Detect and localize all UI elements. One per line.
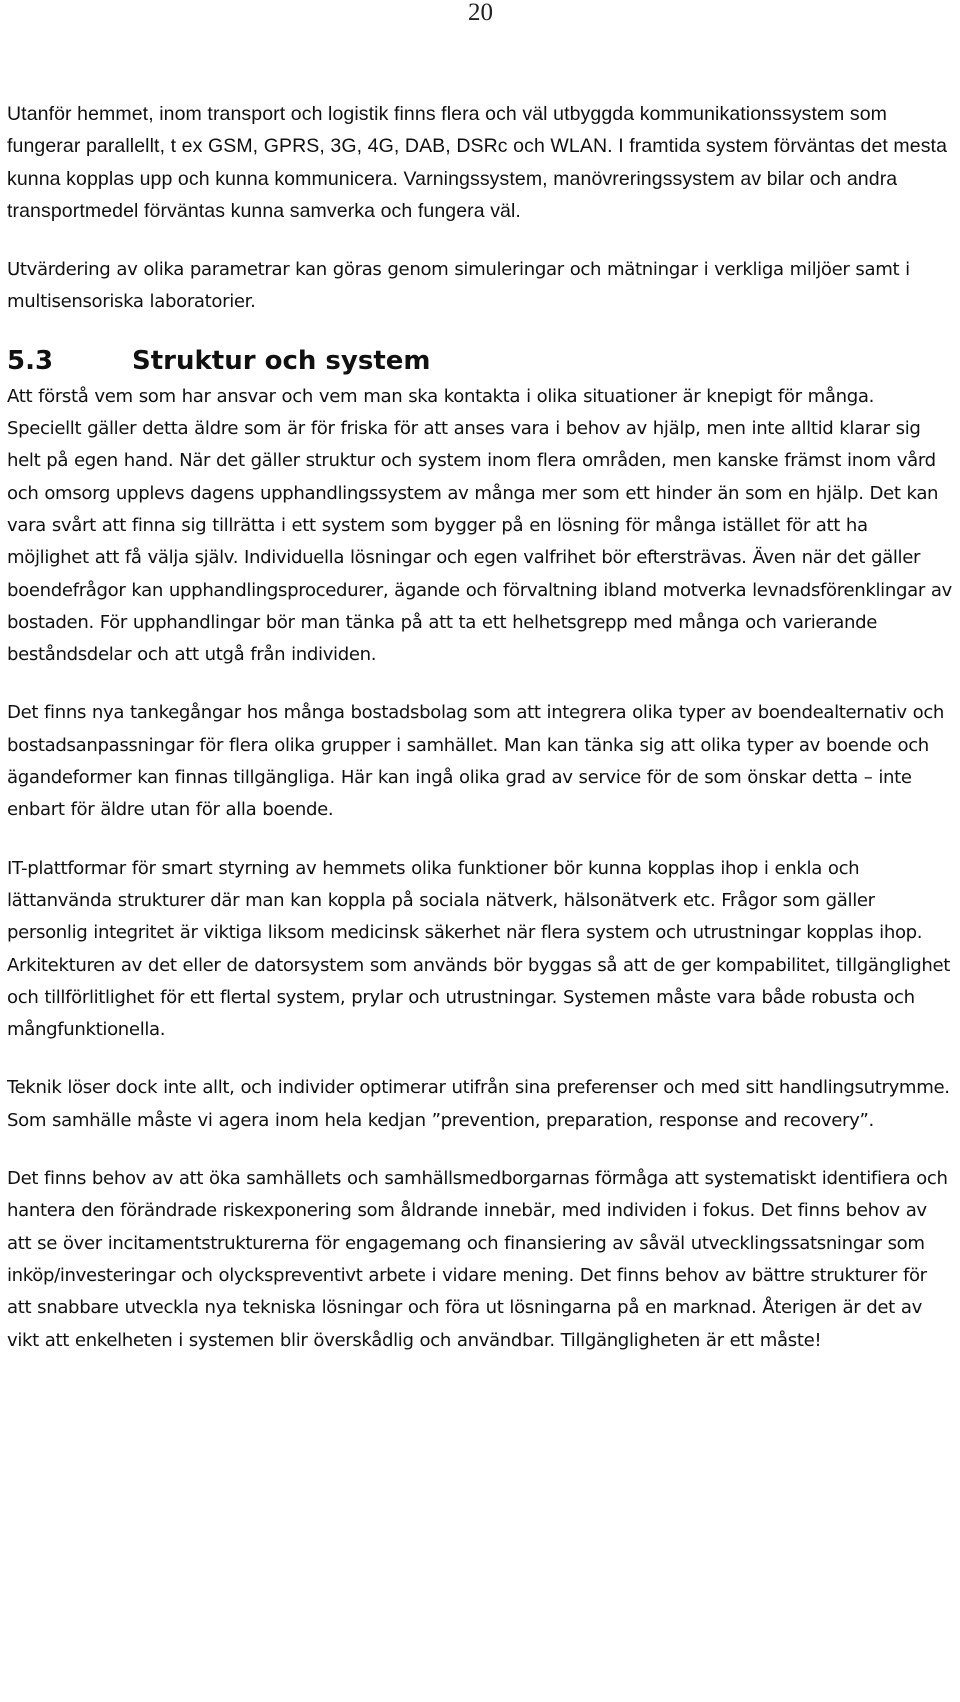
page-number: 20 — [468, 0, 493, 26]
body-paragraph: Teknik löser dock inte allt, och individer optimerar utifrån sina preferenser och med sitt handlingsutrymme. Som samhälle måste vi agera inom hela kedjan ”prevention, preparation, response and recovery”. — [7, 1077, 950, 1131]
body-paragraph: IT-plattformar för smart styrning av hemmets olika funktioner bör kunna kopplas ihop i enkla och lättanvända strukturer där man kan koppla på sociala nätverk, hälsonätverk etc. Frågor som gäller personlig integritet är viktiga liksom medicinsk säkerhet när flera system och utrustningar kopplas ihop. Arkitekturen av det eller de datorsystem som används bör byggas så att de ger kompabilitet, tillgänglighet och tillförlitlighet för ett flertal system, prylar och utrustningar. Systemen måste vara både robusta och mångfunktionella. — [7, 857, 951, 1041]
page-content — [7, 98, 952, 1383]
body-paragraph: Det finns nya tankegångar hos många bostadsbolag som att integrera olika typer av boendealternativ och bostadsanpassningar för flera olika grupper i samhället. Man kan tänka sig att olika typer av boende och ägandeformer kan finnas tillgängliga. Här kan ingå olika grad av service för de som önskar detta – inte enbart för äldre utan för alla boende. — [7, 702, 945, 821]
evaluation-paragraph: Utvärdering av olika parametrar kan göras genom simuleringar och mätningar i verkliga miljöer samt i multisensoriska laboratorier. — [7, 259, 910, 313]
body-paragraph: Att förstå vem som har ansvar och vem man ska kontakta i olika situationer är knepigt för många. Speciellt gäller detta äldre som är för friska för att anses vara i behov av hjälp, men inte alltid klarar sig helt på egen hand. När det gäller struktur och system inom flera områden, men kanske främst inom vård och omsorg upplevs dagens upphandlingssystem av många mer som ett hinder än som en hjälp. Det kan vara svårt att finna sig tillrätta i ett system som bygger på en lösning för många istället för att ha möjlighet att få välja själv. Individuella lösningar och egen valfrihet bör eftersträvas. Även när det gäller boendefrågor kan upphandlingsprocedurer, ägande och förvaltning ibland motverka levnadsförenklingar av bostaden. För upphandlingar bör man tänka på att ta ett helhetsgrepp med många och varierande beståndsdelar och att utgå från individen. — [7, 385, 952, 666]
section-heading — [7, 345, 952, 377]
section-number: 5.3 — [7, 345, 54, 376]
body-paragraph: Det finns behov av att öka samhällets och samhällsmedborgarnas förmåga att systematiskt identifiera och hantera den förändrade riskexponering som åldrande innebär, med individen i fokus. Det finns behov av att se över incitamentstrukturerna för engagemang och finansiering av såväl utvecklingssatsningar som inköp/investeringar och olyckspreventivt arbete i vidare mening. Det finns behov av bättre strukturer för att snabbare utveckla nya tekniska lösningar och föra ut lösningarna på en marknad. Återigen är det av vikt att enkelheten i systemen blir överskådlig och användbar. Tillgängligheten är ett måste! — [7, 1168, 948, 1351]
intro-paragraph: Utanför hemmet, inom transport och logistik finns flera och väl utbyggda kommunikationssystem som fungerar parallellt, t ex GSM, GPRS, 3G, 4G, DAB, DSRc och WLAN. I framtida system förväntas det mesta kunna kopplas upp och kunna kommunicera. Varningssystem, manövreringssystem av bilar och andra transportmedel förväntas kunna samverka och fungera väl. — [7, 103, 948, 222]
section-title: Struktur och system — [132, 345, 431, 376]
